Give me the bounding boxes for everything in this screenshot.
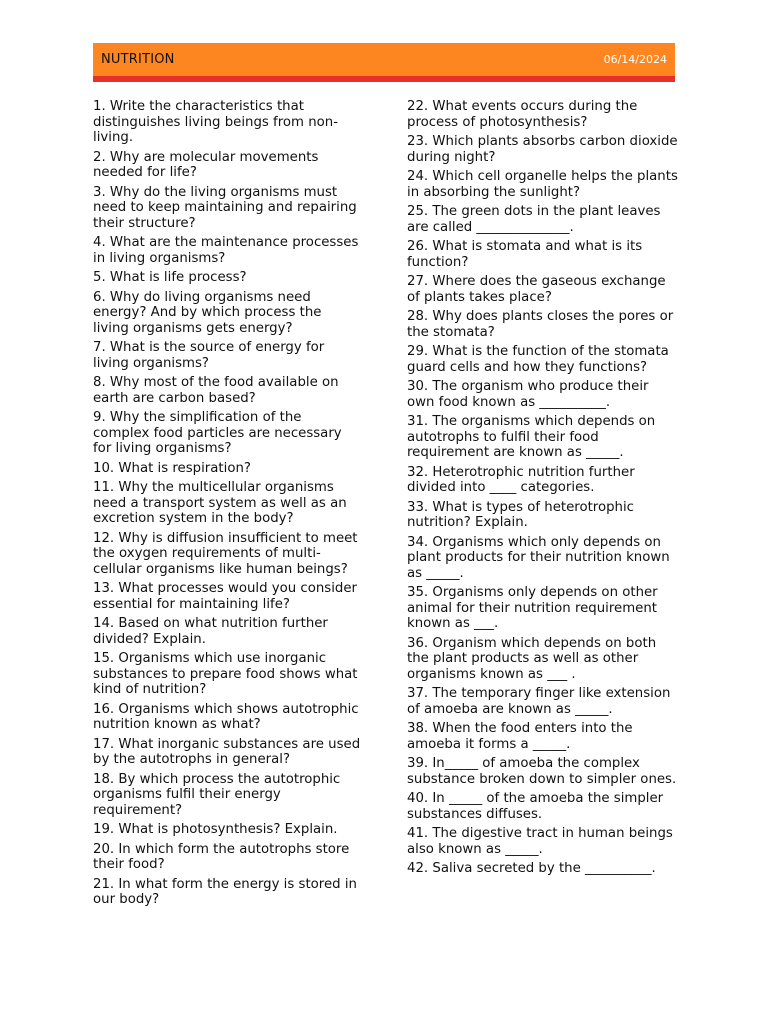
question-item: 22. What events occurs during the process of photosynthesis?	[407, 99, 638, 130]
question-item: 16. Organisms which shows autotrophic nutrition known as what?	[93, 701, 359, 732]
question-item: 20. In which form the autotrophs store their food?	[93, 841, 350, 872]
question-item: 39. In_____ of amoeba the complex substance broken down to simpler ones.	[407, 756, 677, 787]
header-accent-stripe	[93, 76, 675, 82]
question-item: 26. What is stomata and what is its function?	[407, 239, 643, 270]
question-item: 33. What is types of heterotrophic nutrition? Explain.	[407, 499, 634, 530]
question-item: 11. Why the multicellular organisms need a transport system as well as an excretion system in the body?	[93, 480, 347, 526]
question-item: 1. Write the characteristics that distinguishes living beings from non-living.	[93, 99, 338, 145]
question-item: 29. What is the function of the stomata guard cells and how they functions?	[407, 344, 669, 375]
question-item: 7. What is the source of energy for living organisms?	[93, 340, 325, 371]
question-item: 13. What processes would you consider essential for maintaining life?	[93, 581, 358, 612]
question-item: 2. Why are molecular movements needed for life?	[93, 149, 319, 180]
question-list-left	[93, 99, 361, 912]
question-item: 34. Organisms which only depends on plant products for their nutrition known as _____.	[407, 534, 670, 581]
question-item: 19. What is photosynthesis? Explain.	[93, 822, 338, 837]
question-item: 35. Organisms only depends on other animal for their nutrition requirement known as ___.	[407, 585, 658, 631]
question-item: 31. The organisms which depends on autotrophs to fulfil their food requirement are known as _____.	[407, 414, 656, 460]
header-bar	[93, 43, 675, 76]
question-item: 23. Which plants absorbs carbon dioxide during night?	[407, 134, 678, 165]
question-item: 21. In what form the energy is stored in our body?	[93, 876, 357, 907]
question-item: 3. Why do the living organisms must need to keep maintaining and repairing their structure?	[93, 184, 357, 231]
question-item: 14. Based on what nutrition further divided? Explain.	[93, 616, 328, 647]
question-item: 27. Where does the gaseous exchange of plants takes place?	[407, 274, 666, 305]
question-item: 25. The green dots in the plant leaves are called ______________.	[407, 204, 661, 235]
header-date: 06/14/2024	[603, 53, 667, 66]
question-item: 15. Organisms which use inorganic substances to prepare food shows what kind of nutrition?	[93, 651, 358, 697]
question-item: 41. The digestive tract in human beings also known as _____.	[407, 826, 673, 857]
question-item: 24. Which cell organelle helps the plants in absorbing the sunlight?	[407, 169, 678, 200]
question-item: 12. Why is diffusion insufficient to meet the oxygen requirements of multi-cellular organisms like human beings?	[93, 530, 358, 577]
question-item: 4. What are the maintenance processes in living organisms?	[93, 235, 359, 266]
question-item: 17. What inorganic substances are used by the autotrophs in general?	[93, 736, 361, 767]
question-item: 42. Saliva secreted by the __________.	[407, 861, 656, 876]
question-item: 40. In _____ of the amoeba the simpler substances diffuses.	[407, 791, 664, 822]
question-item: 10. What is respiration?	[93, 460, 251, 476]
question-item: 36. Organism which depends on both the plant products as well as other organisms known as ___ .	[407, 635, 657, 682]
question-item: 8. Why most of the food available on earth are carbon based?	[93, 375, 339, 406]
question-item: 9. Why the simplification of the complex food particles are necessary for living organisms?	[93, 410, 342, 456]
question-item: 6. Why do living organisms need energy? And by which process the living organisms gets energy?	[93, 289, 322, 336]
question-item: 28. Why does plants closes the pores or the stomata?	[407, 309, 674, 340]
question-item: 18. By which process the autotrophic organisms fulfil their energy requirement?	[93, 771, 341, 818]
question-item: 38. When the food enters into the amoeba it forms a _____.	[407, 721, 633, 752]
question-list-right	[407, 99, 679, 881]
question-item: 32. Heterotrophic nutrition further divided into ____ categories.	[407, 464, 635, 495]
question-item: 5. What is life process?	[93, 270, 247, 285]
question-item: 30. The organism who produce their own food known as __________.	[407, 379, 649, 410]
page-title: NUTRITION	[101, 52, 175, 67]
question-item: 37. The temporary finger like extension of amoeba are known as _____.	[407, 686, 671, 717]
